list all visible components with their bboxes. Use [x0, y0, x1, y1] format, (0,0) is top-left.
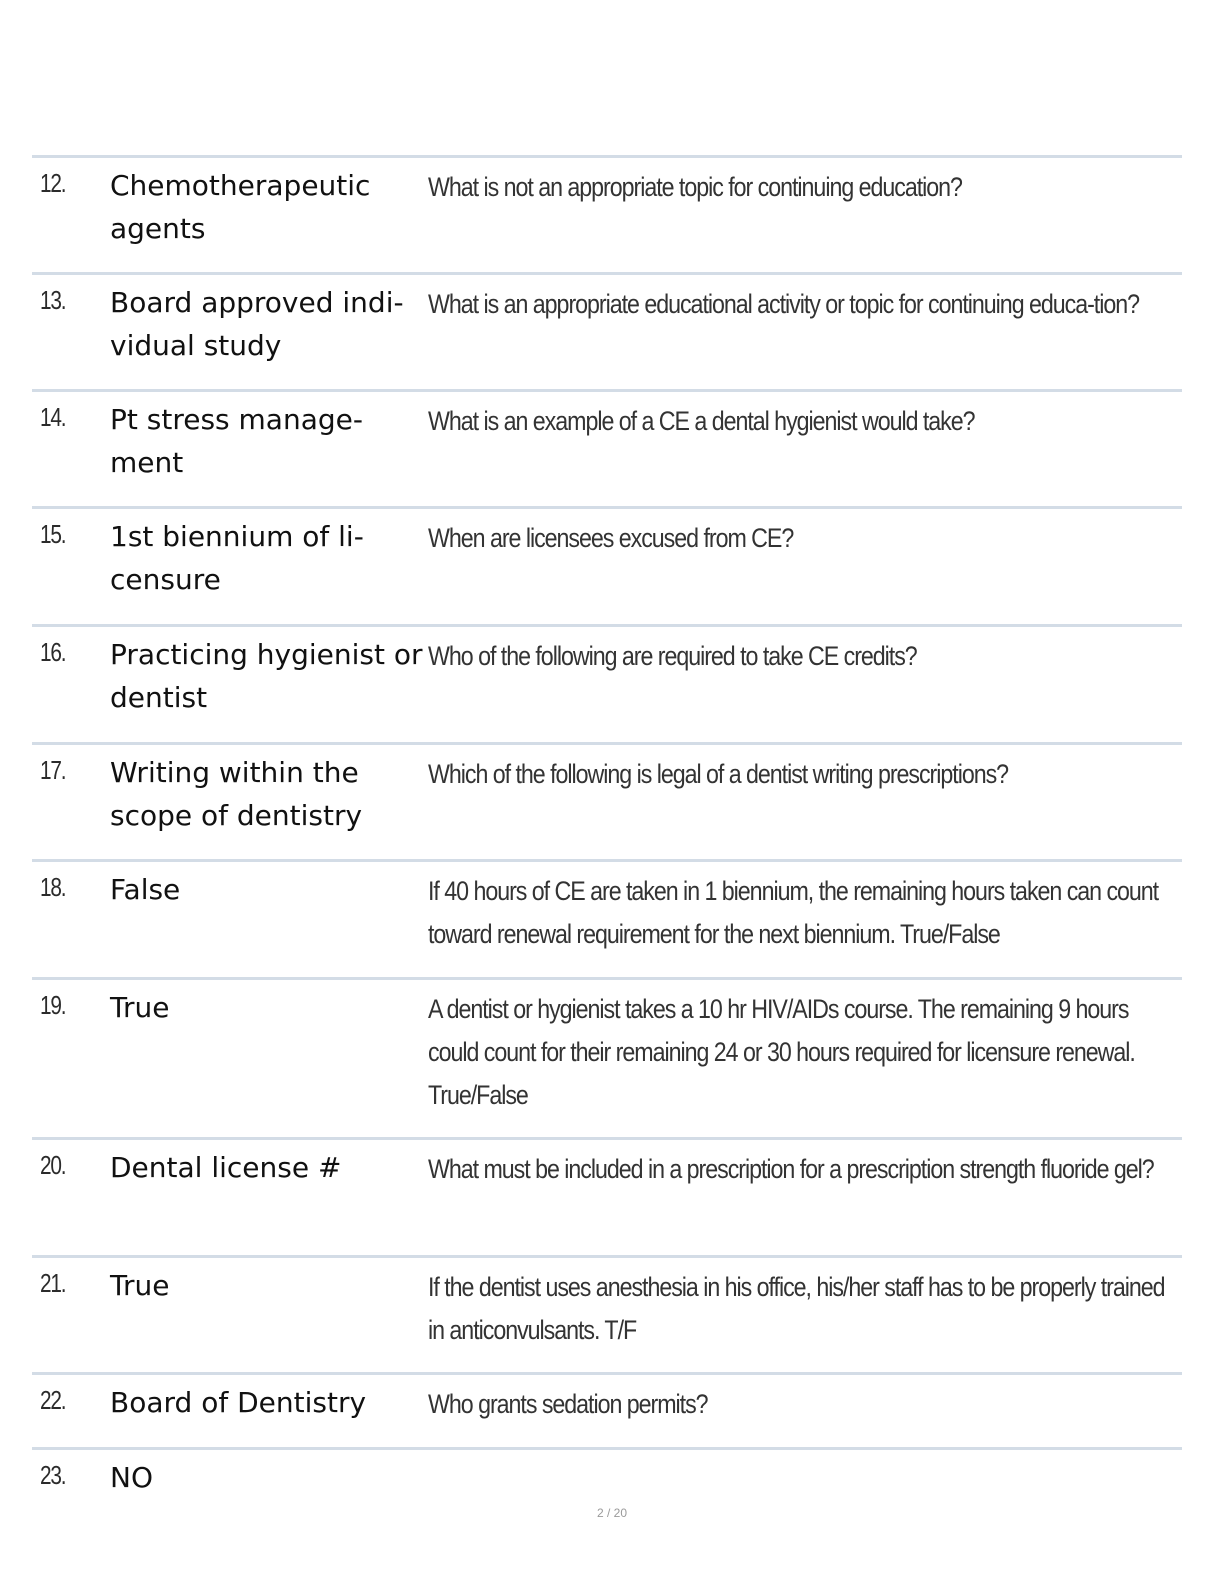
card-number: 14. [40, 402, 66, 432]
card-number: 20. [40, 1150, 66, 1180]
card-definition [428, 275, 1182, 389]
flashcard-row [32, 859, 1182, 977]
card-term: Practicing hygienist or dentist [110, 638, 423, 714]
flashcard-row [32, 155, 1182, 272]
card-definition-text: If the dentist uses anesthesia in his office, his/her staff has to be properly trained in anticonvulsants. T/F [428, 1272, 1165, 1345]
card-number: 12. [40, 168, 66, 198]
flashcard-row [32, 1255, 1182, 1372]
flashcard-row [32, 1447, 1182, 1507]
flashcard-list [32, 155, 1182, 1507]
card-definition [428, 627, 1182, 742]
card-number: 19. [40, 990, 66, 1020]
card-definition-text: Who of the following are required to take CE credits? [428, 641, 917, 671]
card-term: Writing within the scope of dentistry [110, 756, 363, 832]
flashcard-row [32, 272, 1182, 389]
card-definition-text: What is an example of a CE a dental hygienist would take? [428, 406, 975, 436]
card-definition-text: A dentist or hygienist takes a 10 hr HIV/AIDs course. The remaining 9 hours could count for their remaining 24 or 30 hours required for licensure renewal. True/False [428, 994, 1135, 1110]
card-definition-text: What is not an appropriate topic for continuing education? [428, 172, 962, 202]
card-definition [428, 980, 1182, 1137]
card-number: 22. [40, 1385, 66, 1415]
card-term: True [110, 991, 170, 1024]
card-number: 17. [40, 755, 66, 785]
card-definition-text: What must be included in a prescription for a prescription strength fluoride gel? [428, 1154, 1154, 1184]
card-definition [428, 745, 1182, 859]
card-term: Chemotherapeutic agents [110, 169, 371, 245]
card-term: Pt stress manage-ment [110, 403, 363, 479]
card-definition [428, 392, 1182, 506]
card-term: Board approved indi-vidual study [110, 286, 404, 362]
card-number: 23. [40, 1460, 66, 1490]
card-term: 1st biennium of li-censure [110, 520, 364, 596]
card-term: NO [110, 1461, 153, 1494]
card-definition-text: If 40 hours of CE are taken in 1 biennium, the remaining hours taken can count toward renewal requirement for the next biennium. True/False [428, 876, 1159, 949]
card-definition-text: What is an appropriate educational activity or topic for continuing educa-tion? [428, 289, 1139, 319]
card-term: False [110, 873, 181, 906]
card-number: 21. [40, 1268, 66, 1298]
card-number: 15. [40, 519, 66, 549]
flashcard-row [32, 506, 1182, 624]
card-definition [428, 158, 1182, 272]
flashcard-row [32, 977, 1182, 1137]
card-definition-text: When are licensees excused from CE? [428, 523, 794, 553]
card-definition [428, 509, 1182, 624]
card-definition [428, 1450, 1182, 1507]
card-definition [428, 1258, 1182, 1372]
flashcard-row [32, 389, 1182, 506]
page-indicator: 2 / 20 [596, 1506, 628, 1520]
flashcard-row [32, 1372, 1182, 1447]
card-definition [428, 862, 1182, 977]
card-term: True [110, 1269, 170, 1302]
card-number: 13. [40, 285, 66, 315]
card-definition [428, 1375, 1182, 1447]
card-definition-text: Which of the following is legal of a dentist writing prescriptions? [428, 759, 1009, 789]
card-term: Board of Dentistry [110, 1386, 367, 1419]
card-number: 16. [40, 637, 66, 667]
card-number: 18. [40, 872, 66, 902]
flashcard-row [32, 1137, 1182, 1255]
flashcard-row [32, 742, 1182, 859]
card-term: Dental license # [110, 1151, 342, 1184]
card-definition-text: Who grants sedation permits? [428, 1389, 708, 1419]
card-definition [428, 1140, 1182, 1255]
flashcard-row [32, 624, 1182, 742]
